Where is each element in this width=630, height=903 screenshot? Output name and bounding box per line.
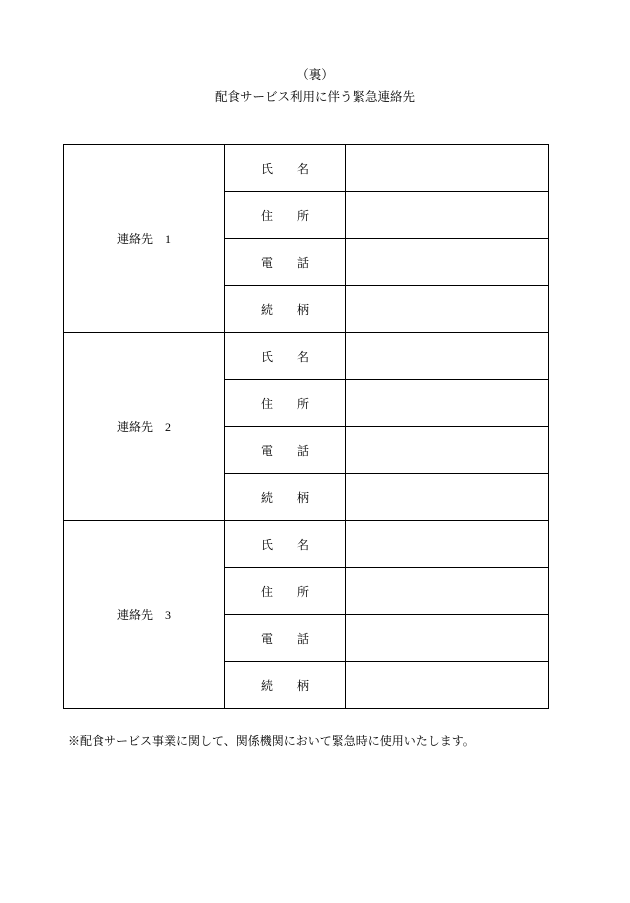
field-label-name: 氏 名	[225, 521, 346, 568]
field-label-address: 住 所	[225, 380, 346, 427]
table-row	[64, 333, 549, 380]
field-label-address: 住 所	[225, 568, 346, 615]
field-value-relationship	[346, 474, 549, 521]
field-value-address	[346, 568, 549, 615]
contact-group-label: 連絡先 1	[64, 145, 225, 333]
field-value-phone	[346, 427, 549, 474]
field-value-relationship	[346, 662, 549, 709]
field-label-relationship: 続 柄	[225, 286, 346, 333]
field-label-relationship: 続 柄	[225, 662, 346, 709]
field-value-phone	[346, 615, 549, 662]
field-value-phone	[346, 239, 549, 286]
emergency-contact-table	[63, 144, 549, 709]
field-value-name	[346, 333, 549, 380]
table-row	[64, 145, 549, 192]
field-label-name: 氏 名	[225, 145, 346, 192]
field-label-name: 氏 名	[225, 333, 346, 380]
field-label-phone: 電 話	[225, 239, 346, 286]
field-value-name	[346, 521, 549, 568]
field-value-address	[346, 192, 549, 239]
field-label-phone: 電 話	[225, 427, 346, 474]
page-title: （裏）	[296, 68, 334, 82]
field-label-address: 住 所	[225, 192, 346, 239]
field-value-relationship	[346, 286, 549, 333]
contact-group-label: 連絡先 3	[64, 521, 225, 709]
contact-group-label: 連絡先 2	[64, 333, 225, 521]
field-value-address	[346, 380, 549, 427]
field-label-phone: 電 話	[225, 615, 346, 662]
page-subtitle: 配食サービス利用に伴う緊急連絡先	[214, 90, 415, 104]
field-label-relationship: 続 柄	[225, 474, 346, 521]
usage-footnote: ※配食サービス事業に関して、関係機関において緊急時に使用いたします。	[68, 734, 475, 748]
field-value-name	[346, 145, 549, 192]
table-row	[64, 521, 549, 568]
